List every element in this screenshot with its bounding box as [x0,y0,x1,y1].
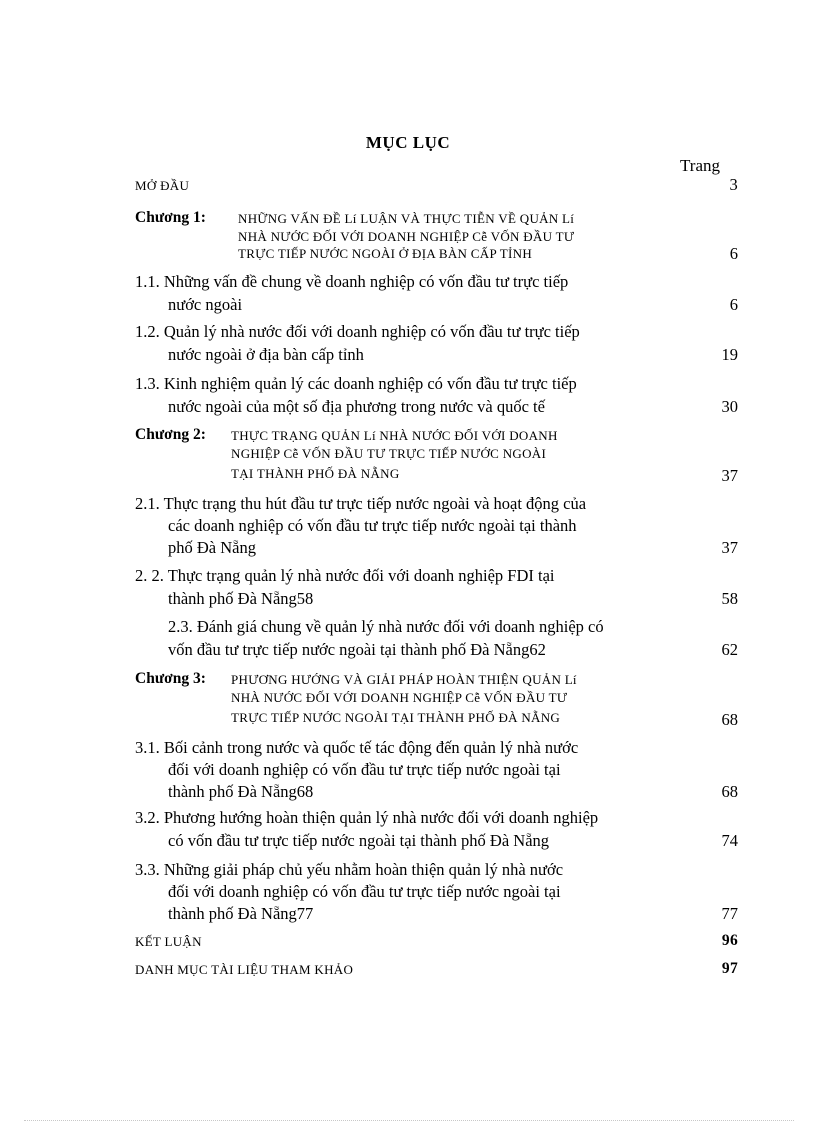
section-line: 1.2. Quản lý nhà nước đối với doanh nghiệp có vốn đầu tư trực tiếp [135,322,580,341]
section-line: vốn đầu tư trực tiếp nước ngoài tại thành phố Đà Nẵng62 [168,640,546,659]
toc-entry-page: 97 [721,960,738,977]
toc-entry-page: 6 [729,295,738,314]
toc-entry-page: 37 [721,466,738,485]
chapter-title-line: THỰC TRẠNG QUẢN Lí NHÀ NƯỚC ĐỐI VỚI DOANH [231,428,558,443]
chapter-title-line: NHÀ NƯỚC ĐỐI VỚI DOANH NGHIỆP Cễ VỐN ĐẦU TƯ [231,690,568,705]
chapter-title-line: TRỰC TIẾP NƯỚC NGOÀI TẠI THÀNH PHỐ ĐÀ NẴNG [231,710,561,725]
toc-entry-page: 74 [721,831,738,850]
section-line: có vốn đầu tư trực tiếp nước ngoài tại thành phố Đà Nẵng [168,831,550,850]
chapter-label: Chương 3: [135,670,206,687]
toc-entry-intro [135,175,738,198]
toc-section-2-3 [135,617,738,665]
section-line: thành phố Đà Nẵng58 [168,589,314,608]
chapter-title-line: NHÀ NƯỚC ĐỐI VỚI DOANH NGHIỆP Cễ VỐN ĐẦU TƯ [238,229,575,244]
section-line: phố Đà Nẵng [168,538,256,557]
chapter-title-line: NHỮNG VẤN ĐỀ Lí LUẬN VÀ THỰC TIỄN VỀ QUẢN Lí [238,211,575,226]
section-line: đối với doanh nghiệp có vốn đầu tư trực tiếp nước ngoài tại [168,882,561,901]
section-line: 2.1. Thực trạng thu hút đầu tư trực tiếp nước ngoài và hoạt động của [135,494,587,513]
toc-entry-page: 77 [721,904,738,923]
toc-chapter-2 [135,426,738,486]
toc-title: MỤC LỤC [365,133,451,152]
toc-section-3-1 [135,738,738,808]
toc-entry-page: 68 [721,782,738,801]
chapter-label: Chương 2: [135,426,206,443]
toc-entry-page: 37 [721,538,738,557]
section-line: 1.1. Những vấn đề chung về doanh nghiệp có vốn đầu tư trực tiếp [135,272,569,291]
section-line: nước ngoài của một số địa phương trong nước và quốc tế [168,397,545,416]
toc-entry-page: 19 [721,345,738,364]
toc-entry-page: 3 [729,175,738,194]
toc-entry-conclusion [135,934,738,954]
toc-entry-references [135,962,738,982]
section-line: đối với doanh nghiệp có vốn đầu tư trực tiếp nước ngoài tại [168,760,561,779]
toc-section-3-3 [135,860,738,930]
toc-section-2-1 [135,494,738,564]
page-column-header: Trang [680,156,720,175]
section-line: 3.1. Bối cảnh trong nước và quốc tế tác động đến quản lý nhà nước [135,738,579,757]
toc-entry-page: 62 [721,640,738,659]
section-line: 2. 2. Thực trạng quản lý nhà nước đối với doanh nghiệp FDI tại [135,566,555,585]
toc-section-1-3 [135,374,738,422]
section-line: 2.3. Đánh giá chung về quản lý nhà nước đối với doanh nghiệp có [168,617,604,636]
chapter-label: Chương 1: [135,209,206,226]
chapter-title-line: PHƯƠNG HƯỚNG VÀ GIẢI PHÁP HOÀN THIỆN QUẢN Lí [231,672,577,687]
toc-entry-page: 58 [721,589,738,608]
section-line: 1.3. Kinh nghiệm quản lý các doanh nghiệp có vốn đầu tư trực tiếp [135,374,577,393]
toc-section-2-2 [135,566,738,614]
section-line: thành phố Đà Nẵng77 [168,904,314,923]
toc-entry-label: MỞ ĐẦU [135,178,190,193]
section-line: các doanh nghiệp có vốn đầu tư trực tiếp nước ngoài tại thành [168,516,577,535]
section-line: nước ngoài ở địa bàn cấp tỉnh [168,345,364,364]
toc-chapter-3 [135,670,738,730]
section-line: 3.2. Phương hướng hoàn thiện quản lý nhà nước đối với doanh nghiệp [135,808,599,827]
toc-entry-page: 96 [721,932,738,949]
section-line: nước ngoài [168,295,243,314]
chapter-title-line: NGHIỆP Cễ VỐN ĐẦU TƯ TRỰC TIẾP NƯỚC NGOÀI [231,446,547,461]
toc-entry-label: KẾT LUẬN [135,934,202,949]
toc-entry-page: 68 [721,710,738,729]
page-bottom-divider [24,1120,794,1121]
chapter-title-line: TẠI THÀNH PHỐ ĐÀ NẴNG [231,466,400,481]
toc-section-1-2 [135,322,738,370]
section-line: thành phố Đà Nẵng68 [168,782,314,801]
toc-entry-page: 6 [729,244,738,263]
section-line: 3.3. Những giải pháp chủ yếu nhằm hoàn thiện quản lý nhà nước [135,860,564,879]
toc-entry-label: DANH MỤC TÀI LIỆU THAM KHẢO [135,962,354,977]
toc-section-3-2 [135,808,738,856]
toc-section-1-1 [135,272,738,320]
chapter-title-line: TRỰC TIẾP NƯỚC NGOÀI Ở ĐỊA BÀN CẤP TỈNH [238,246,533,261]
toc-chapter-1 [135,209,738,269]
toc-entry-page: 30 [721,397,738,416]
